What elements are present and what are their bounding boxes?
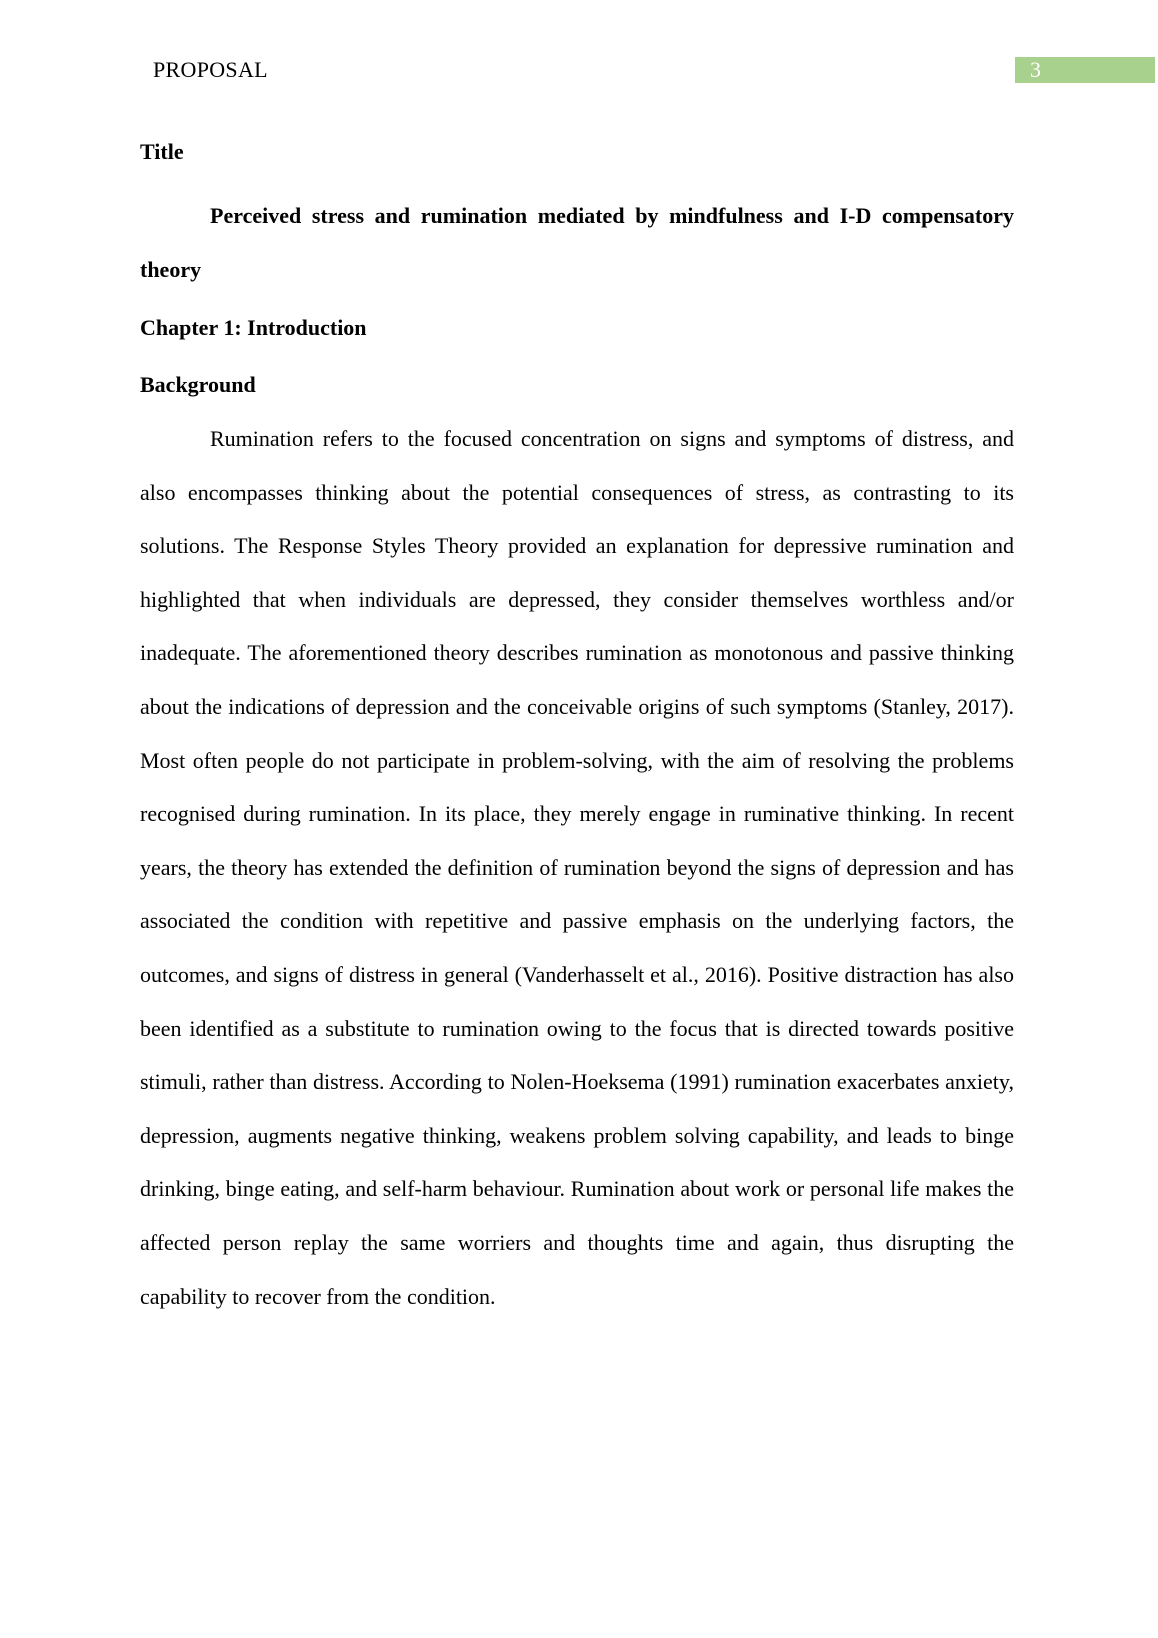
running-head: PROPOSAL <box>153 57 268 82</box>
chapter-heading: Chapter 1: Introduction <box>140 315 367 340</box>
document-body <box>140 137 1014 1323</box>
page-number: 3 <box>1030 57 1041 82</box>
background-paragraph: Rumination refers to the focused concentration on signs and symptoms of distress, and also encompasses thinking about the potential consequences of stress, as contrasting to its solutions. The Response Styles Theory provided an explanation for depressive rumination and highlighted that when individuals are depressed, they consider themselves worthless and/or inadequate. The aforementioned theory describes rumination as monotonous and passive thinking about the indications of depression and the conceivable origins of such symptoms (Stanley, 2017). Most often people do not participate in problem-solving, with the aim of resolving the problems recognised during rumination. In its place, they merely engage in ruminative thinking. In recent years, the theory has extended the definition of rumination beyond the signs of depression and has associated the condition with repetitive and passive emphasis on the underlying factors, the outcomes, and signs of distress in general (Vanderhasselt et al., 2016). Positive distraction has also been identified as a substitute to rumination owing to the focus that is directed towards positive stimuli, rather than distress. According to Nolen-Hoeksema (1991) rumination exacerbates anxiety, depression, augments negative thinking, weakens problem solving capability, and leads to binge drinking, binge eating, and self-harm behaviour. Rumination about work or personal life makes the affected person replay the same worriers and thoughts time and again, thus disrupting the capability to recover from the condition. <box>140 426 1014 1309</box>
section-heading: Background <box>140 372 256 397</box>
page-number-badge <box>1015 57 1155 83</box>
title-label: Title <box>140 139 184 164</box>
document-title: Perceived stress and rumination mediated by mindfulness and I-D compensatory theory <box>140 203 1014 282</box>
